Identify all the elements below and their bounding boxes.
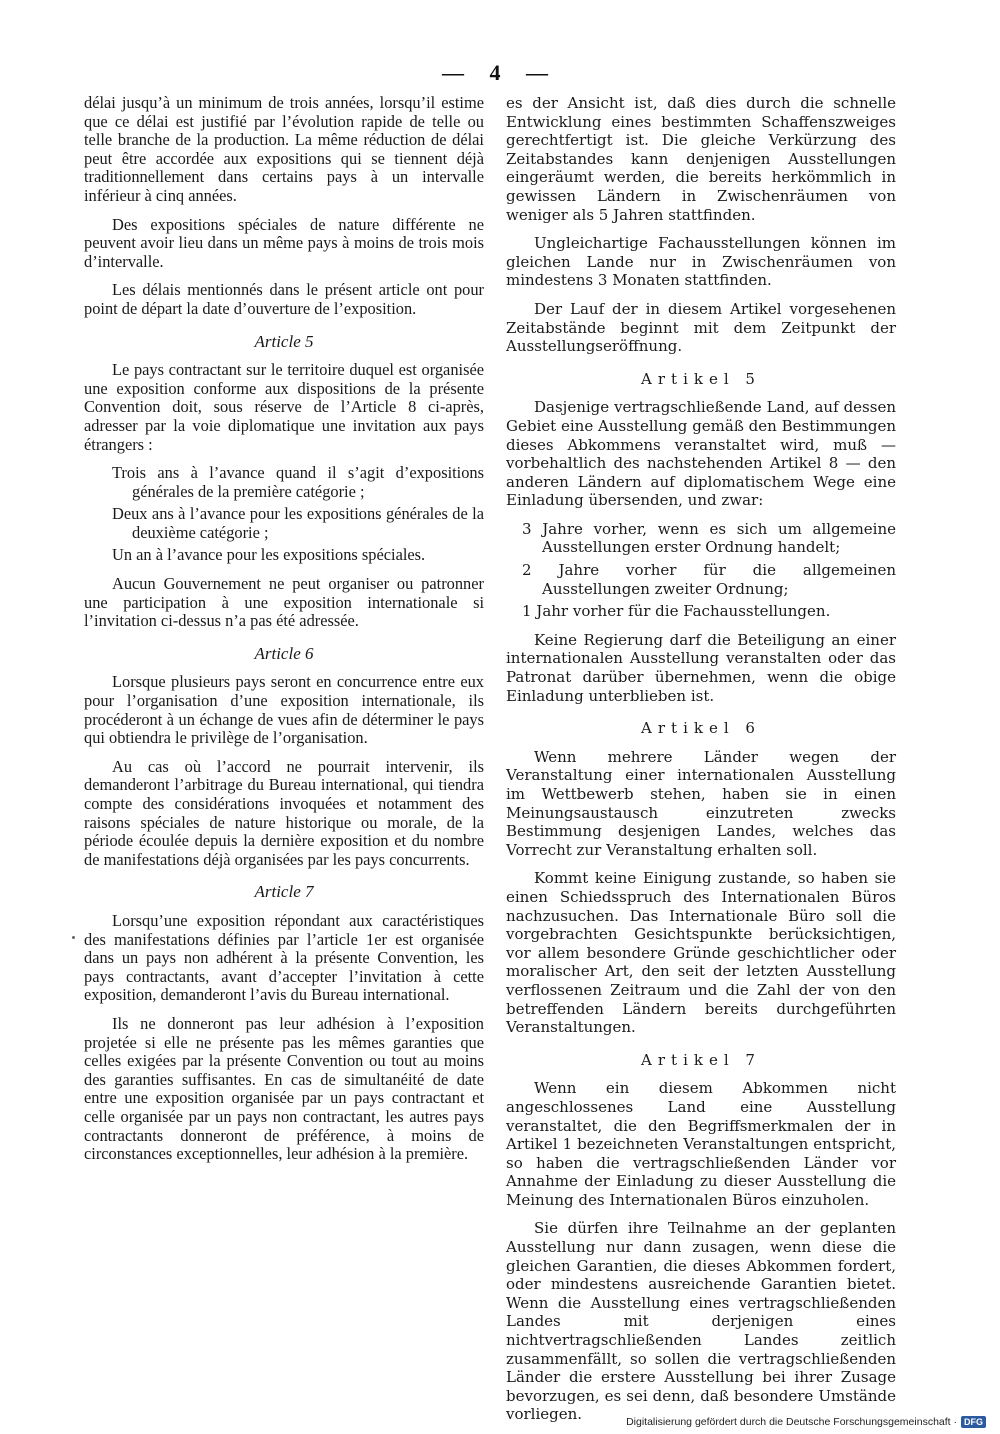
- list-item: 3 Jahre vorher, wenn es sich um allgemeine Ausstellungen erster Ordnung handelt;: [522, 519, 896, 557]
- paragraph: Keine Regierung darf die Beteiligung an einer internationalen Ausstellung veranstalten oder das Patronat darüber übernehmen, wenn die obige Einladung unterblieben ist.: [506, 630, 896, 705]
- list: [506, 520, 896, 621]
- paragraph: Kommt keine Einigung zustande, so haben sie einen Schiedsspruch des Internationalen Büros nachzusuchen. Das Internationale Büro soll die vorgebrachten Gesichtspunkte berücksichtigen, vor allem besondere Gründe geschichtlicher oder moralischer Art, den seit der letzten Ausstellung verflossenen Zeitraum und die Zahl der von den betreffenden Ländern bereits durchgeführten Veranstaltungen.: [506, 869, 896, 1037]
- paragraph: Wenn ein diesem Abkommen nicht angeschlossenes Land eine Ausstellung veranstaltet, die den Begriffsmerkmalen der in Artikel 1 bezeichneten Veranstaltungen entspricht, so haben die vertragschließenden Länder vor Annahme der Einladung zu dieser Ausstellung die Meinung des Internationalen Büros einzuholen.: [506, 1079, 896, 1209]
- paragraph: Des expositions spéciales de nature différente ne peuvent avoir lieu dans un même pays à moins de trois mois d’intervalle.: [84, 214, 484, 271]
- article-heading: Article 5: [254, 331, 314, 351]
- list-item: Trois ans à l’avance quand il s’agit d’expositions générales de la première catégorie ;: [112, 463, 484, 501]
- margin-mark: [72, 936, 75, 939]
- page-number: — 4 —: [442, 60, 558, 85]
- paragraph: Ils ne donneront pas leur adhésion à l’exposition projetée si elle ne présente pas les mêmes garanties que celles exigées par la présente Convention ou tout au moins des garanties suffisantes. En cas de simultanéité de date entre une exposition organisée par un pays contractant et celle organisée par un pays non contractant, les autres pays contractants donneront de préférence, à moins de circonstances exceptionnelles, leur adhésion à la première.: [84, 1013, 484, 1164]
- list-item: Deux ans à l’avance pour les expositions générales de la deuxième catégorie ;: [112, 504, 484, 542]
- article-heading: Artikel 6: [641, 719, 761, 738]
- paragraph: Sie dürfen ihre Teilnahme an der geplanten Ausstellung nur dann zusagen, wenn diese die gleichen Garantien, die dieses Abkommen fordert, oder mindestens ausreichende Garantien bietet. Wenn die Ausstellung eines vertragschließenden Landes mit derjenigen eines nichtvertragschließenden Landes zeitlich zusammenfällt, so sollen die vertragschließenden Länder die erstere Ausstellung bei ihrer Zusage bevorzugen, es sei denn, daß besondere Umstände vorliegen.: [506, 1219, 896, 1424]
- paragraph: Au cas où l’accord ne pourrait intervenir, ils demanderont l’arbitrage du Bureau international, qui tiendra compte des considérations invoquées et notamment des raisons spéciales de nature historique ou morale, de la période écoulée depuis la dernière exposition et du nombre de manifestations déjà organisées par les pays concurrents.: [84, 756, 484, 869]
- footer-text: Digitalisierung gefördert durch die Deutsche Forschungsgemeinschaft ·: [626, 1416, 957, 1428]
- paragraph: Lorsque plusieurs pays seront en concurrence entre eux pour l’organisation d’une exposition internationale, ils procéderont à un échange de vues afin de déterminer le pays qui obtiendra le privilège de l’organisation.: [84, 672, 484, 748]
- paragraph: es der Ansicht ist, daß dies durch die schnelle Entwicklung eines bestimmten Schaffenszweiges gerechtfertigt ist. Die gleiche Verkürzung des Zeitabstandes kann denjenigen Ausstellungen eingeräumt werden, die bereits herkömmlich in gewissen Ländern in Zwischenräumen von weniger als 5 Jahren stattfinden.: [506, 94, 896, 224]
- paragraph: délai jusqu’à un minimum de trois années, lorsqu’il estime que ce délai est justifié par l’évolution rapide de telle ou telle branche de la production. La même réduction de délai peut être accordée aux expositions qui se tiennent déjà traditionnellement dans certains pays à un intervalle inférieur à cinq années.: [84, 93, 484, 205]
- french-column: [84, 94, 484, 1174]
- list-item: 2 Jahre vorher für die allgemeinen Ausstellungen zweiter Ordnung;: [522, 561, 896, 598]
- paragraph: Dasjenige vertragschließende Land, auf dessen Gebiet eine Ausstellung gemäß den Bestimmungen dieses Abkommens veranstaltet wird, muß — vorbehaltlich des nachstehenden Artikel 8 — den anderen Ländern auf diplomatischem Wege eine Einladung übersenden, und zwar:: [506, 398, 896, 510]
- paragraph: Der Lauf der in diesem Artikel vorgesehenen Zeitabstände beginnt mit dem Zeitpunkt der Ausstellungseröffnung.: [506, 299, 896, 356]
- list-item: 1 Jahr vorher für die Fachausstellungen.: [522, 602, 831, 621]
- article-heading: Artikel 7: [641, 1050, 761, 1069]
- german-column: [506, 94, 896, 1434]
- paragraph: Ungleichartige Fachausstellungen können im gleichen Lande nur in Zwischenräumen von mindestens 3 Monaten stattfinden.: [506, 234, 896, 290]
- paragraph: Lorsqu’une exposition répondant aux caractéristiques des manifestations définies par l’article 1er est organisée dans un pays non adhérent à la présente Convention, les pays contractants, avant d’accepter l’invitation à cette exposition, demanderont l’avis du Bureau international.: [84, 910, 484, 1005]
- dfg-logo-icon: DFG: [961, 1416, 986, 1428]
- paragraph: Aucun Gouvernement ne peut organiser ou patronner une participation à une exposition internationale si l’invitation ci-dessus n’a pas été adressée.: [84, 574, 484, 631]
- paragraph: Le pays contractant sur le territoire duquel est organisée une exposition conforme aux dispositions de la présente Convention doit, sous réserve de l’Article 8 ci-après, adresser par la voie diplomatique une invitation aux pays étrangers :: [84, 360, 484, 454]
- list: [84, 464, 484, 565]
- paragraph: Les délais mentionnés dans le présent article ont pour point de départ la date d’ouverture de l’exposition.: [84, 280, 484, 318]
- article-heading: Artikel 5: [641, 369, 761, 388]
- article-heading: Article 6: [254, 643, 314, 663]
- list-item: Un an à l’avance pour les expositions spéciales.: [112, 545, 426, 565]
- digitization-footer: [626, 1416, 986, 1428]
- article-heading: Article 7: [254, 882, 314, 902]
- paragraph: Wenn mehrere Länder wegen der Veranstaltung einer internationalen Ausstellung im Wettbewerb stehen, haben sie in einen Meinungsaustausch einzutreten zwecks Bestimmung desjenigen Landes, welches das Vorrecht zur Veranstaltung erhalten soll.: [506, 747, 896, 859]
